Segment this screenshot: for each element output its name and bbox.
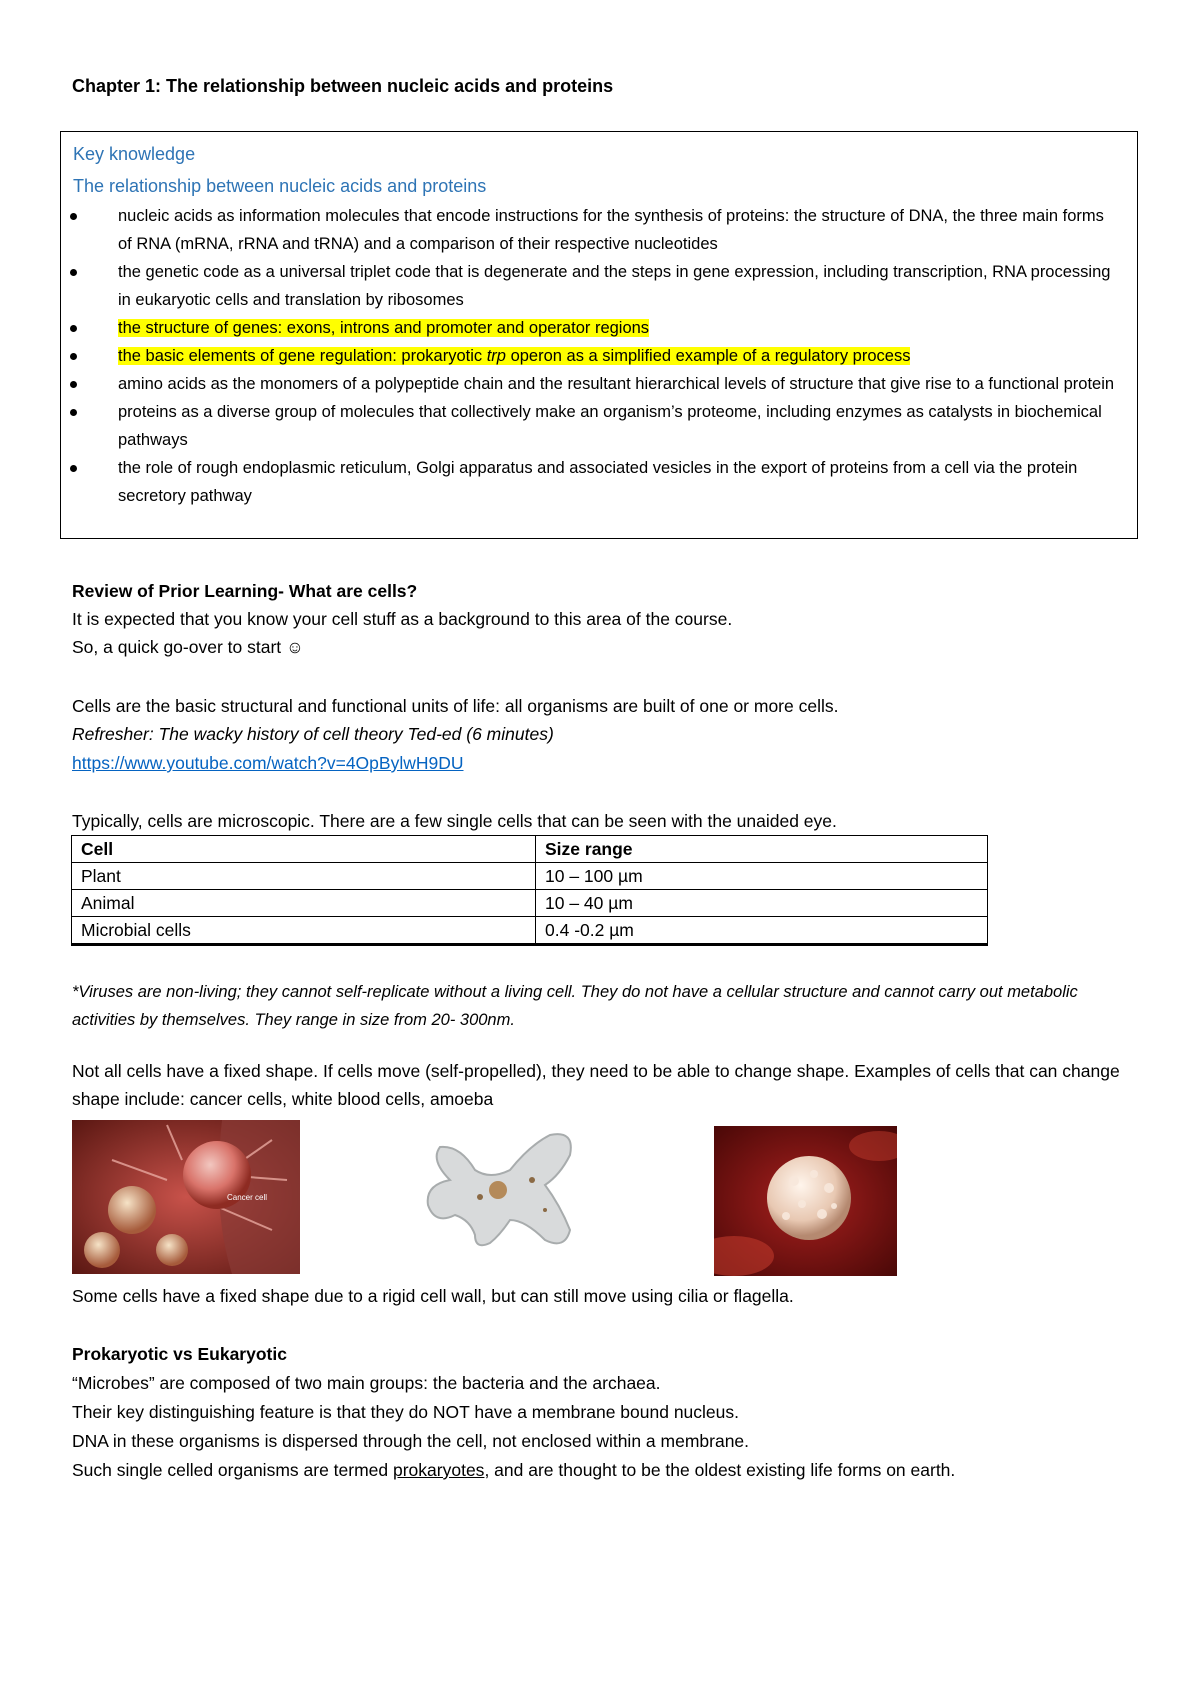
table-header-cell: Cell <box>72 836 536 863</box>
key-knowledge-box <box>60 131 1138 539</box>
table-header-row <box>72 836 988 863</box>
fixed-shape-text: Some cells have a fixed shape due to a rigid cell wall, but can still move using cilia or flagella. <box>72 1286 794 1306</box>
bullet-icon <box>70 409 77 416</box>
prok-euk-line-2: Their key distinguishing feature is that they do NOT have a membrane bound nucleus. <box>72 1402 739 1422</box>
list-item-text: the role of rough endoplasmic reticulum, Golgi apparatus and associated vesicles in the export of proteins from a cell via the protein secretory pathway <box>118 459 1078 505</box>
shape-paragraph: Not all cells have a fixed shape. If cells move (self-propelled), they need to be able to change shape. Examples of cells that can change shape include: cancer cells, white blood cells, amoeba <box>72 1061 1120 1109</box>
review-heading: Review of Prior Learning- What are cells? <box>72 581 418 601</box>
cells-definition: Cells are the basic structural and functional units of life: all organisms are built of one or more cells. <box>72 696 839 716</box>
list-item-text: the genetic code as a universal triplet code that is degenerate and the steps in gene expression, including transcription, RNA processing in eukaryotic cells and translation by ribosomes <box>118 263 1111 309</box>
table-cell: 0.4 -0.2 µm <box>536 917 988 945</box>
prokaryotes-term: prokaryotes <box>393 1460 485 1480</box>
virus-note: *Viruses are non-living; they cannot self-replicate without a living cell. They do not have a cellular structure and cannot carry out metabolic activities by themselves. They range in size from 20- 300nm. <box>72 983 1078 1029</box>
list-item-text: proteins as a diverse group of molecules that collectively make an organism’s proteome, including enzymes as catalysts in biochemical pathways <box>118 403 1102 449</box>
bullet-icon <box>70 353 77 360</box>
bullet-icon <box>70 269 77 276</box>
table-cell: 10 – 40 µm <box>536 890 988 917</box>
prok-euk-line-1: “Microbes” are composed of two main groups: the bacteria and the archaea. <box>72 1373 661 1393</box>
cancer-cell-illustration <box>72 1120 300 1274</box>
key-knowledge-list <box>61 202 1131 510</box>
list-item-text: nucleic acids as information molecules that encode instructions for the synthesis of proteins: the structure of DNA, the three main forms of RNA (mRNA, rRNA and tRNA) and a comparison of their respective nucleotides <box>118 207 1104 253</box>
table-row <box>72 917 988 945</box>
table-cell: Plant <box>72 863 536 890</box>
list-item-highlighted <box>61 314 1131 342</box>
list-item <box>61 258 1131 314</box>
chapter-title: Chapter 1: The relationship between nucleic acids and proteins <box>72 76 614 96</box>
bullet-icon <box>70 381 77 388</box>
review-line-1: It is expected that you know your cell stuff as a background to this area of the course. <box>72 609 733 629</box>
table-cell: 10 – 100 µm <box>536 863 988 890</box>
review-line-2: So, a quick go-over to start ☺ <box>72 637 304 657</box>
table-row <box>72 890 988 917</box>
table-cell: Animal <box>72 890 536 917</box>
list-item <box>61 454 1131 510</box>
bullet-icon <box>70 465 77 472</box>
cancer-cell-image <box>72 1120 300 1274</box>
list-item-text: the structure of genes: exons, introns and promoter and operator regions <box>118 319 650 337</box>
list-item <box>61 370 1131 398</box>
bullet-icon <box>70 325 77 332</box>
amoeba-image <box>420 1125 580 1255</box>
list-item-highlighted <box>61 342 1131 370</box>
list-item-text: the basic elements of gene regulation: prokaryotic trp operon as a simplified example of a regulatory process <box>118 347 911 365</box>
cancer-cell-label: Cancer cell <box>227 1193 268 1202</box>
prok-euk-line-4: Such single celled organisms are termed prokaryotes, and are thought to be the oldest existing life forms on earth. <box>72 1460 956 1480</box>
prok-euk-line-3: DNA in these organisms is dispersed through the cell, not enclosed within a membrane. <box>72 1431 750 1451</box>
bullet-icon <box>70 213 77 220</box>
refresher-text: Refresher: The wacky history of cell theory Ted-ed (6 minutes) <box>72 724 554 744</box>
white-blood-cell-image <box>714 1126 897 1276</box>
prok-euk-heading: Prokaryotic vs Eukaryotic <box>72 1344 287 1364</box>
table-row <box>72 863 988 890</box>
cell-size-table <box>71 835 988 946</box>
list-item-text: amino acids as the monomers of a polypeptide chain and the resultant hierarchical levels of structure that give rise to a functional protein <box>118 375 1115 393</box>
size-intro: Typically, cells are microscopic. There are a few single cells that can be seen with the unaided eye. <box>72 811 837 831</box>
list-item <box>61 202 1131 258</box>
key-knowledge-heading: Key knowledge <box>73 144 196 164</box>
list-item <box>61 398 1131 454</box>
table-cell: Microbial cells <box>72 917 536 945</box>
trp-italic: trp <box>486 347 506 365</box>
amoeba-illustration <box>420 1125 580 1255</box>
white-blood-cell-illustration <box>714 1126 897 1276</box>
table-header-size: Size range <box>536 836 988 863</box>
youtube-link[interactable]: https://www.youtube.com/watch?v=4OpBylwH9DU <box>72 753 464 773</box>
key-knowledge-subheading: The relationship between nucleic acids and proteins <box>73 176 487 196</box>
